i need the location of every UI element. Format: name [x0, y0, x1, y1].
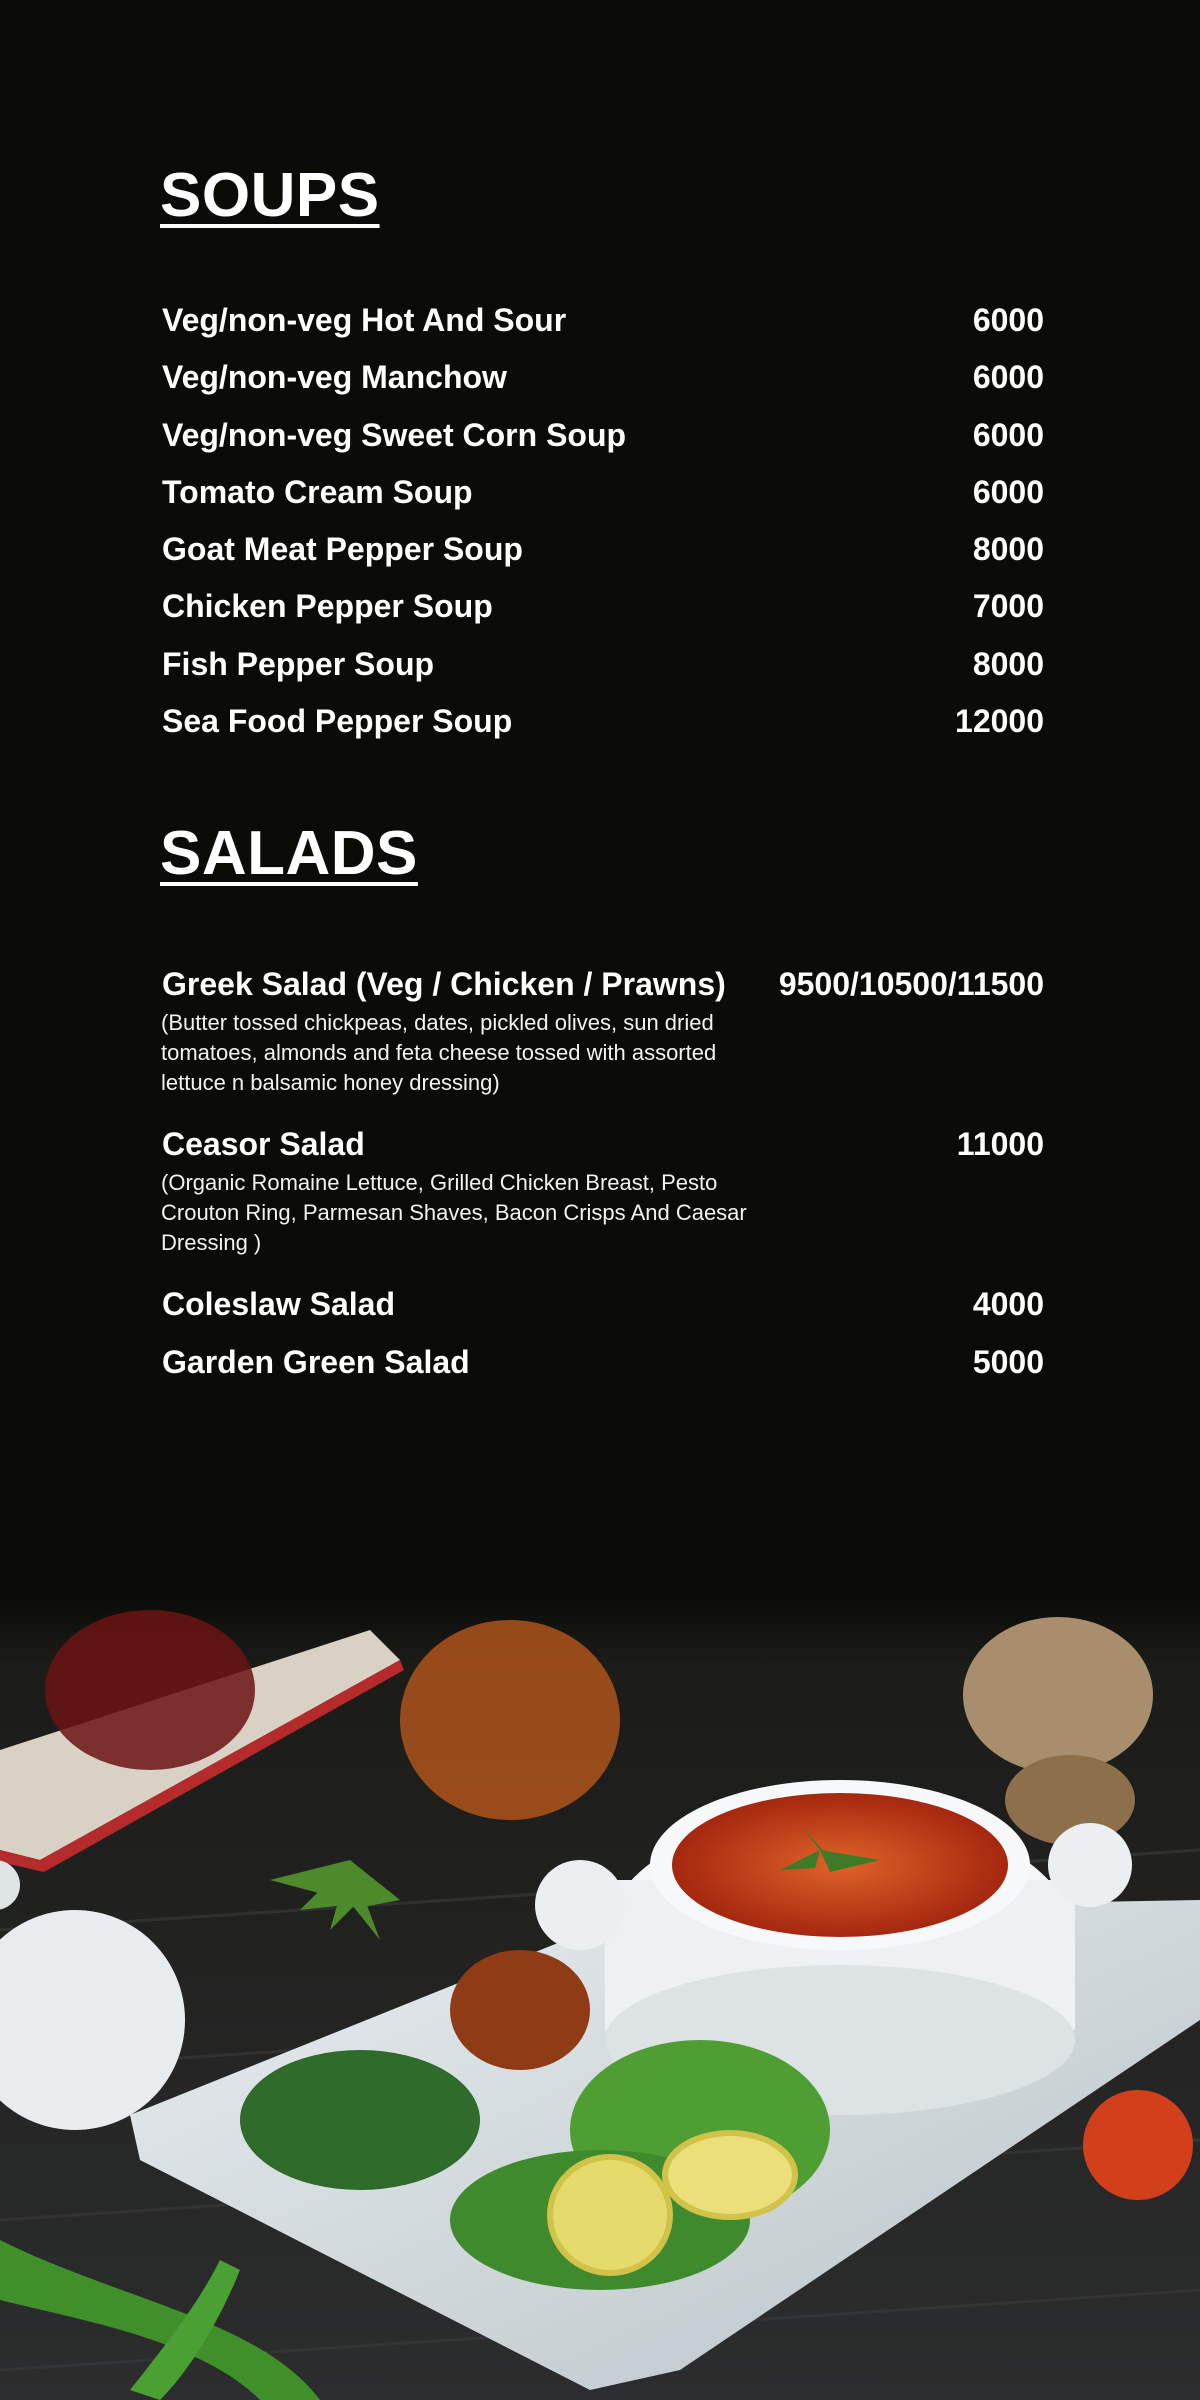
- item-price: 4000: [972, 1286, 1044, 1323]
- item-price: 6000: [972, 302, 1044, 338]
- item-name: Sea Food Pepper Soup: [162, 703, 513, 740]
- menu-item: [160, 586, 1044, 643]
- menu-item: [160, 644, 1044, 701]
- menu-item: [160, 1284, 1044, 1341]
- menu-item: [160, 1342, 1044, 1399]
- item-price: 6000: [972, 473, 1044, 510]
- salads-section: [160, 818, 1044, 1399]
- item-price: 8000: [972, 531, 1044, 568]
- item-name: Chicken Pepper Soup: [162, 588, 493, 625]
- item-name: Veg/non-veg Manchow: [162, 359, 507, 396]
- menu-item: [160, 701, 1044, 758]
- item-description: (Butter tossed chickpeas, dates, pickled olives, sun dried tomatoes, almonds and feta cheese tossed with assorted lettuce n balsamic honey dressing): [161, 1010, 717, 1096]
- item-price: 12000: [955, 703, 1044, 740]
- menu-item: [160, 415, 1044, 472]
- item-price: 9500/10500/11500: [778, 966, 1044, 1003]
- menu-item: [160, 357, 1044, 414]
- item-name: Garden Green Salad: [162, 1343, 470, 1380]
- item-name: Coleslaw Salad: [162, 1286, 395, 1323]
- menu-page: [160, 160, 1044, 1399]
- item-price: 11000: [956, 1126, 1044, 1163]
- item-name: Veg/non-veg Hot And Sour: [162, 302, 567, 338]
- menu-item: [160, 300, 1044, 357]
- item-name: Fish Pepper Soup: [162, 645, 435, 682]
- item-name: Greek Salad (Veg / Chicken / Prawns): [162, 966, 726, 1003]
- item-price: 7000: [972, 588, 1044, 625]
- item-price: 6000: [972, 416, 1044, 453]
- item-price: 6000: [972, 359, 1044, 396]
- item-name: Veg/non-veg Sweet Corn Soup: [162, 416, 627, 453]
- salads-list: [160, 964, 1044, 1399]
- item-name: Tomato Cream Soup: [162, 473, 473, 510]
- soup-photo: [0, 1600, 1200, 2400]
- menu-item: [160, 964, 1044, 1098]
- salads-heading: SALADS: [160, 819, 418, 889]
- soups-list: [160, 300, 1044, 758]
- menu-item: [160, 1124, 1044, 1258]
- item-name: Goat Meat Pepper Soup: [162, 531, 523, 568]
- item-description: (Organic Romaine Lettuce, Grilled Chicken Breast, Pesto Crouton Ring, Parmesan Shaves, Bacon Crisps And Caesar Dressing ): [161, 1170, 747, 1256]
- item-price: 8000: [972, 645, 1044, 682]
- menu-item: [160, 529, 1044, 586]
- menu-item: [160, 472, 1044, 529]
- item-name: Ceasor Salad: [162, 1126, 365, 1163]
- item-price: 5000: [972, 1343, 1044, 1380]
- soups-heading: SOUPS: [160, 161, 380, 230]
